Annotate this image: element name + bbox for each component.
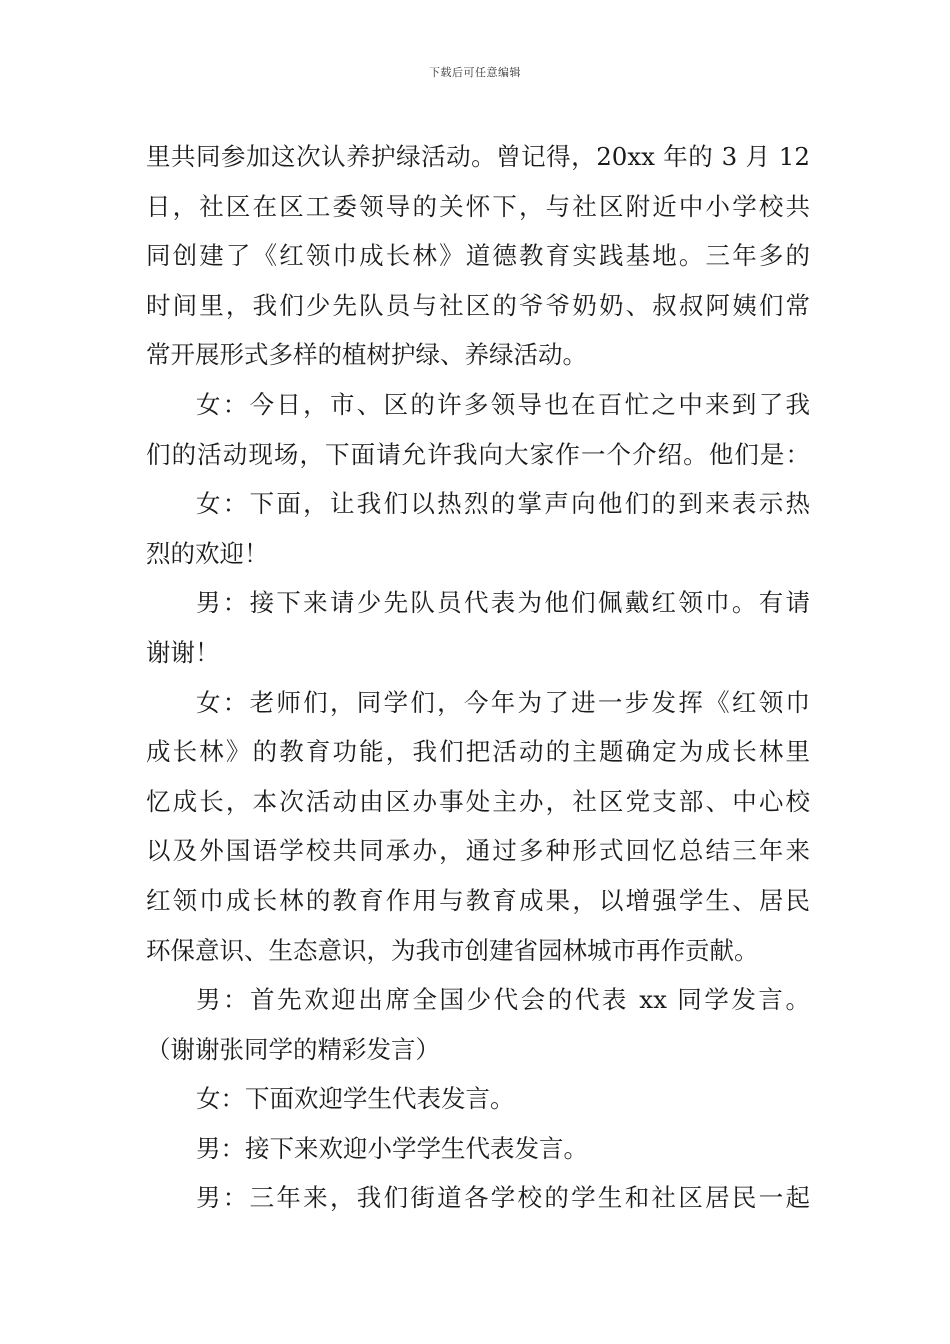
text-line: 女：老师们，同学们，今年为了进一步发挥《红领巾	[196, 687, 810, 717]
page-header: 下载后可任意编辑	[429, 66, 521, 79]
text-line: 女：下面欢迎学生代表发言。	[196, 1084, 515, 1114]
text-line: 常开展形式多样的植树护绿、养绿活动。	[146, 340, 587, 370]
text-line: 同创建了《红领巾成长林》道德教育实践基地。三年多的	[146, 241, 810, 271]
text-line: 日，社区在区工委领导的关怀下，与社区附近中小学校共	[146, 191, 810, 221]
text-line: 烈的欢迎！	[146, 538, 269, 568]
text-line: 女：下面，让我们以热烈的掌声向他们的到来表示热	[196, 489, 810, 519]
text-line: 谢谢！	[146, 637, 220, 667]
text-line: 以及外国语学校共同承办，通过多种形式回忆总结三年来	[146, 836, 810, 866]
text-line: 们的活动现场，下面请允许我向大家作一个介绍。他们是：	[146, 439, 810, 469]
text-line: 女：今日，市、区的许多领导也在百忙之中来到了我	[196, 389, 810, 419]
text-line: 时间里，我们少先队员与社区的爷爷奶奶、叔叔阿姨们常	[146, 290, 810, 320]
text-line: 男：接下来请少先队员代表为他们佩戴红领巾。有请	[196, 588, 810, 618]
text-line: 红领巾成长林的教育作用与教育成果，以增强学生、居民	[146, 885, 810, 915]
text-line: 环保意识、生态意识，为我市创建省园林城市再作贡献。	[146, 935, 759, 965]
text-line: 男：首先欢迎出席全国少代会的代表 xx 同学发言。	[196, 985, 810, 1015]
text-line: 忆成长，本次活动由区办事处主办，社区党支部、中心校	[146, 786, 810, 816]
text-line: 男：接下来欢迎小学学生代表发言。	[196, 1133, 588, 1163]
text-line: 成长林》的教育功能，我们把活动的主题确定为成长林里	[146, 737, 810, 767]
text-line: 男：三年来，我们街道各学校的学生和社区居民一起	[196, 1183, 810, 1213]
document-body	[146, 132, 810, 1223]
text-line: （谢谢张同学的精彩发言）	[146, 1034, 440, 1064]
text-line: 里共同参加这次认养护绿活动。曾记得，20xx 年的 3 月 12	[146, 142, 810, 171]
